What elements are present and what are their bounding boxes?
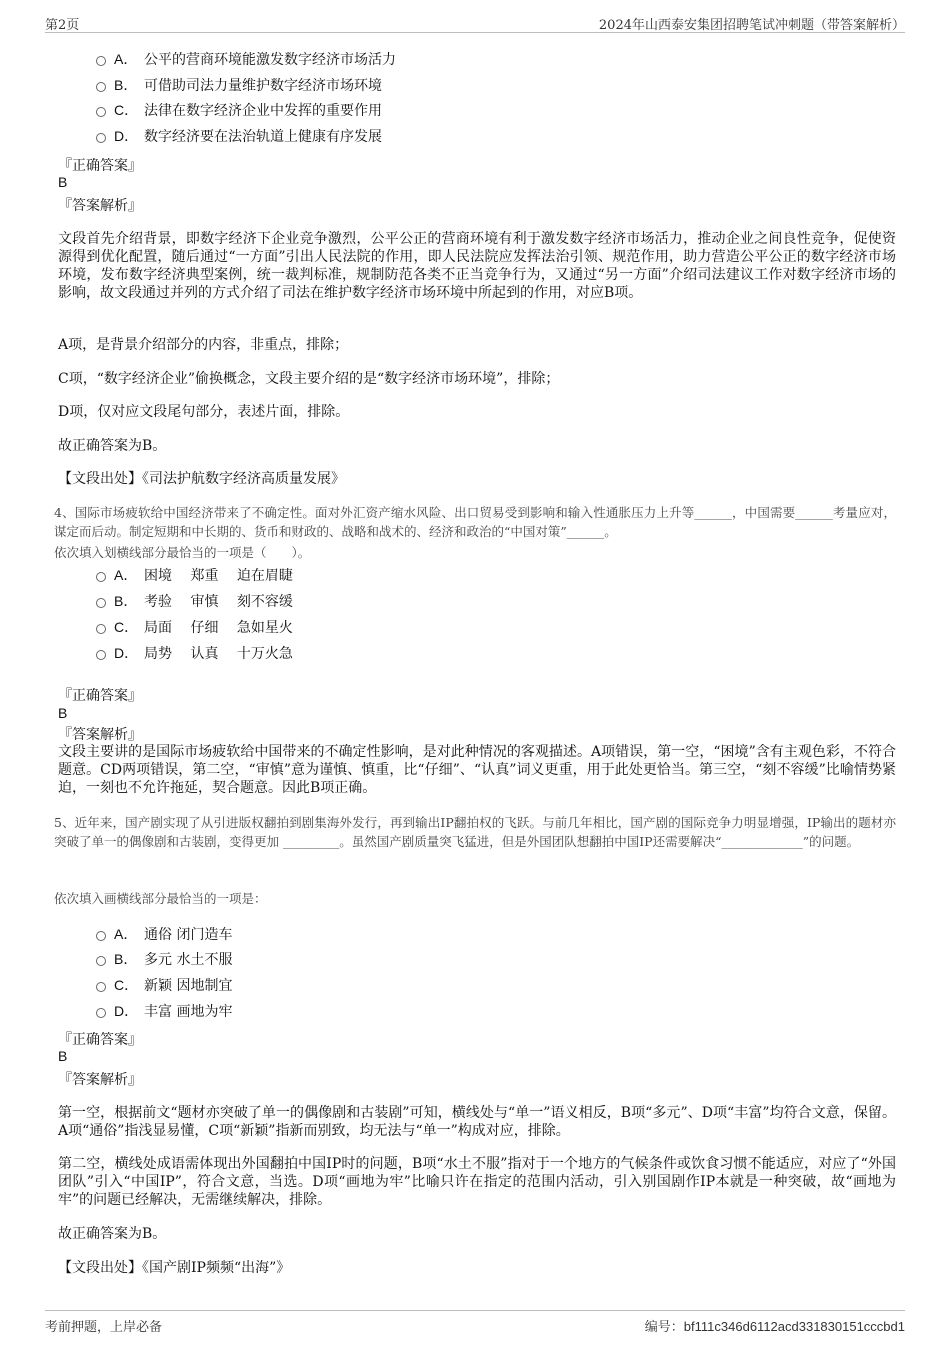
radio-icon[interactable] (96, 624, 106, 634)
q5-option-a[interactable]: A． 通俗 闭门造车 (96, 923, 232, 945)
radio-icon[interactable] (96, 931, 106, 941)
radio-icon[interactable] (96, 82, 106, 92)
radio-icon[interactable] (96, 56, 106, 66)
radio-icon[interactable] (96, 107, 106, 117)
q5-option-c[interactable]: C． 新颖 因地制宜 (96, 974, 232, 996)
radio-icon[interactable] (96, 572, 106, 582)
q5-analysis-label: 『答案解析』 (58, 1072, 142, 1088)
q3-analysis-label: 『答案解析』 (58, 198, 142, 214)
radio-icon[interactable] (96, 982, 106, 992)
q3-option-d[interactable]: D． 数字经济要在法治轨道上健康有序发展 (96, 125, 382, 147)
page-number: 第2页 (45, 18, 80, 33)
q5-prompt: 依次填入画横线部分最恰当的一项是： (54, 891, 267, 906)
q4-prompt: 依次填入划横线部分最恰当的一项是（ ）。 (54, 545, 311, 560)
document-title: 2024年山西泰安集团招聘笔试冲刺题（带答案解析） (598, 18, 905, 33)
q3-option-c[interactable]: C． 法律在数字经济企业中发挥的重要作用 (96, 99, 382, 121)
radio-icon[interactable] (96, 650, 106, 660)
q3-option-b[interactable]: B． 可借助司法力量维护数字经济市场环境 (96, 74, 382, 96)
q4-option-d[interactable]: D． 局势 认真 十万火急 (96, 642, 293, 664)
q3-answer-label: 『正确答案』 (58, 158, 142, 174)
q4-analysis-label: 『答案解析』 (58, 727, 142, 743)
q3-option-a[interactable]: A． 公平的营商环境能激发数字经济市场活力 (96, 48, 396, 70)
q5-analysis-first-blank: 第一空，根据前文“题材亦突破了单一的偶像剧和古装剧”可知，横线处与“单一”语义相反，B项“多元”、D项“丰富”均符合文意，保留。A项“通俗”指浅显易懂，C项“新颖”指新而别致，均无法与“单一”构成对应，排除。 (58, 1105, 896, 1139)
page-footer (45, 1310, 905, 1337)
q4-answer: B (58, 705, 68, 721)
q5-source: 【文段出处】《国产剧IP频频“出海”》 (58, 1260, 291, 1276)
q4-option-a[interactable]: A． 困境 郑重 迫在眉睫 (96, 564, 293, 586)
q3-conclusion: 故正确答案为B。 (58, 438, 167, 454)
radio-icon[interactable] (96, 956, 106, 966)
q5-analysis-second-blank: 第二空，横线处成语需体现出外国翻拍中国IP时的问题，B项“水土不服”指对于一个地方的气候条件或饮食习惯不能适应，对应了“外国团队”引入“中国IP”，符合文意，当选。D项“画地为牢”比喻只许在指定的范围内活动，引入别国剧作IP本就是一种突破，故“画地为牢”的问题已经解决，无需继续解决，排除。 (58, 1156, 896, 1208)
footer-slogan: 考前押题，上岸必备 (45, 1320, 163, 1335)
radio-icon[interactable] (96, 133, 106, 143)
q3-analysis-d: D项，仅对应文段尾句部分，表述片面，排除。 (58, 404, 350, 420)
radio-icon[interactable] (96, 1008, 106, 1018)
q3-analysis-paragraph: 文段首先介绍背景，即数字经济下企业竞争激烈，公平公正的营商环境有利于激发数字经济市场活力，推动企业之间良性竞争，促使资源得到优化配置，随后通过“一方面”引出人民法院的作用，即人民法院应发挥法治引领、规范作用，助力营造公平公正的数字经济市场环境，发布数字经济典型案例，统一裁判标准，规制防范各类不正当竞争行为，又通过“另一方面”介绍司法建议工作对数字经济市场的影响，故文段通过并列的方式介绍了司法在维护数字经济市场环境中所起到的作用，对应B项。 (58, 231, 896, 301)
q4-answer-label: 『正确答案』 (58, 688, 142, 704)
q4-analysis: 文段主要讲的是国际市场疲软给中国带来的不确定性影响，是对此种情况的客观描述。A项错误，第一空，“困境”含有主观色彩，不符合题意。CD两项错误，第二空，“审慎”意为谨慎、慎重，比“仔细”、“认真”词义更重，用于此处更恰当。第三空，“刻不容缓”比喻情势紧迫，一刻也不允许拖延，契合题意。因此B项正确。 (58, 744, 896, 796)
q3-analysis-a: A项，是背景介绍部分的内容，非重点，排除； (58, 337, 349, 353)
document-code: 编号：bf111c346d6112acd331830151cccbd1 (644, 1319, 905, 1335)
q5-conclusion: 故正确答案为B。 (58, 1226, 167, 1242)
q5-option-d[interactable]: D． 丰富 画地为牢 (96, 1000, 232, 1022)
q4-option-b[interactable]: B． 考验 审慎 刻不容缓 (96, 590, 293, 612)
q5-answer: B (58, 1048, 68, 1064)
q3-answer: B (58, 174, 68, 190)
q4-option-c[interactable]: C． 局面 仔细 急如星火 (96, 616, 293, 638)
radio-icon[interactable] (96, 598, 106, 608)
q5-option-b[interactable]: B． 多元 水土不服 (96, 948, 232, 970)
q3-analysis-c: C项，“数字经济企业”偷换概念，文段主要介绍的是“数字经济市场环境”，排除； (58, 371, 560, 387)
q5-answer-label: 『正确答案』 (58, 1032, 142, 1048)
q4-stem: 4、国际市场疲软给中国经济带来了不确定性。面对外汇资产缩水风险、出口贸易受到影响和输入性通胀压力上升等______，中国需要______考量应对，谋定而后动。制定短期和中长期的、货币和财政的、战略和战术的、经济和政治的“中国对策”______。 (54, 505, 896, 539)
q3-source: 【文段出处】《司法护航数字经济高质量发展》 (58, 471, 345, 487)
q5-stem: 5、近年来，国产剧实现了从引进版权翻拍到剧集海外发行，再到输出IP翻拍权的飞跃。与前几年相比，国产剧的国际竞争力明显增强，IP输出的题材亦突破了单一的偶像剧和古装剧，变得更加 _________。虽然国产剧质量突飞猛进，但是外国团队想翻拍中国IP还需要解决“_____________”的问题。 (54, 815, 896, 849)
page-header (45, 10, 905, 33)
